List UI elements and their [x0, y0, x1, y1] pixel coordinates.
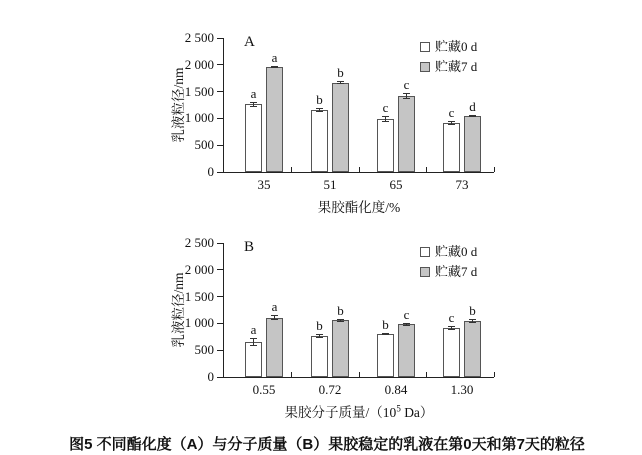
error-bar	[250, 338, 257, 346]
y-axis-tick	[217, 350, 223, 351]
significance-letter: c	[403, 307, 410, 323]
bar-day7	[398, 96, 415, 172]
y-tick-label: 2 500	[184, 235, 214, 250]
error-bar	[382, 333, 389, 335]
y-tick-label: 1 000	[184, 110, 214, 126]
y-tick-label: 0	[207, 164, 214, 179]
legend-item-day0	[420, 246, 477, 258]
significance-letter: b	[316, 92, 323, 108]
x-tick-label: 0.72	[318, 382, 342, 397]
y-axis-tick	[217, 118, 223, 119]
significance-letter: a	[250, 85, 257, 101]
y-axis-tick	[217, 269, 223, 270]
legend-label-day0: 贮藏0 d	[435, 39, 478, 54]
bar-day0	[245, 104, 262, 172]
panel-label-a: A	[244, 34, 256, 50]
bar-day7	[464, 321, 481, 377]
legend-label-day7: 贮藏7 d	[435, 59, 478, 74]
white-square-icon	[420, 247, 430, 257]
significance-letter: d	[469, 98, 476, 114]
error-bar	[469, 319, 476, 323]
bar-day0	[245, 342, 262, 377]
bar-day0	[311, 336, 328, 377]
y-tick-label: 2 000	[184, 261, 214, 277]
significance-letter: a	[271, 49, 278, 65]
x-axis-tick	[359, 372, 360, 377]
x-axis-tick	[291, 372, 292, 377]
y-axis-label-a: 乳液粒径/nm	[171, 67, 186, 143]
white-square-icon	[420, 42, 430, 52]
bar-day7	[464, 116, 481, 172]
error-bar	[316, 108, 323, 112]
y-tick-label: 500	[194, 342, 214, 358]
error-bar	[382, 116, 389, 122]
x-axis-label-b	[224, 401, 494, 421]
x-axis-label-a-text: 果胶酯化度/%	[317, 200, 401, 215]
significance-letter: b	[316, 318, 323, 334]
significance-letter: a	[250, 322, 257, 338]
legend-label-day0: 贮藏0 d	[435, 244, 478, 259]
bar-day0	[311, 110, 328, 172]
y-axis-tick	[217, 243, 223, 244]
x-tick-label: 0.84	[384, 382, 408, 397]
bar-day7	[266, 67, 283, 172]
bar-day0	[443, 328, 460, 377]
y-axis-tick	[217, 172, 223, 173]
x-tick-label: 65	[389, 177, 403, 192]
y-axis-tick	[217, 38, 223, 39]
x-axis-label-b-post: Da）	[400, 405, 434, 420]
error-bar	[337, 81, 344, 85]
chart-panel-b	[0, 225, 642, 430]
gray-square-icon	[420, 62, 430, 72]
y-axis-tick	[217, 64, 223, 65]
gray-square-icon	[420, 267, 430, 277]
significance-letter: b	[337, 64, 344, 80]
error-bar	[337, 319, 344, 322]
y-tick-label: 0	[207, 369, 214, 384]
bar-day7	[266, 318, 283, 377]
y-axis-tick	[217, 323, 223, 324]
error-bar	[403, 323, 410, 325]
bar-day0	[443, 123, 460, 172]
legend-item-day7	[420, 61, 477, 73]
error-bar	[271, 315, 278, 321]
significance-letter: b	[469, 303, 476, 319]
error-bar	[469, 115, 476, 118]
y-tick-label: 1 500	[184, 83, 214, 99]
significance-letter: a	[271, 298, 278, 314]
y-tick-label: 500	[194, 137, 214, 153]
error-bar	[316, 334, 323, 338]
x-axis-label-b-text: 果胶分子质量/（10	[284, 405, 397, 420]
significance-letter: c	[403, 77, 410, 93]
bar-day0	[377, 334, 394, 377]
y-axis-tick	[217, 296, 223, 297]
legend-label-day7: 贮藏7 d	[435, 264, 478, 279]
x-axis-tick	[494, 372, 495, 377]
x-axis-label-a	[224, 196, 494, 216]
legend-item-day0	[420, 41, 477, 53]
panel-label-b: B	[244, 239, 256, 255]
significance-letter: c	[448, 105, 455, 121]
y-axis-label-b: 乳液粒径/nm	[171, 272, 186, 348]
y-tick-label: 1 000	[184, 315, 214, 331]
x-axis-tick	[426, 372, 427, 377]
x-axis-tick	[426, 167, 427, 172]
significance-letter: c	[448, 309, 455, 325]
y-tick-label: 2 000	[184, 56, 214, 72]
legend-item-day7	[420, 266, 477, 278]
significance-letter: c	[382, 99, 389, 115]
x-axis-tick	[291, 167, 292, 172]
plot-area-b	[171, 235, 494, 420]
x-axis-label-b-sup: 5	[396, 403, 401, 414]
bar-day7	[398, 324, 415, 377]
error-bar	[403, 93, 410, 99]
y-axis-tick	[217, 377, 223, 378]
y-axis-tick	[217, 145, 223, 146]
legend-b	[420, 246, 477, 278]
x-tick-label: 1.30	[450, 382, 474, 397]
x-tick-label: 0.55	[252, 382, 276, 397]
legend-a	[420, 41, 477, 73]
error-bar	[271, 66, 278, 69]
x-tick-label: 73	[455, 177, 469, 192]
y-tick-label: 2 500	[184, 30, 214, 45]
error-bar	[250, 102, 257, 107]
bar-day7	[332, 83, 349, 173]
x-tick-label: 51	[323, 177, 337, 192]
y-axis-tick	[217, 91, 223, 92]
error-bar	[448, 326, 455, 330]
y-tick-label: 1 500	[184, 288, 214, 304]
error-bar	[448, 121, 455, 125]
bar-day0	[377, 119, 394, 172]
significance-letter: b	[337, 303, 344, 319]
bar-day7	[332, 320, 349, 377]
chart-panel-a	[0, 20, 642, 225]
x-axis-tick	[494, 167, 495, 172]
plot-area-a	[171, 30, 494, 215]
figure-caption: 图5 不同酯化度（A）与分子质量（B）果胶稳定的乳液在第0天和第7天的粒径	[69, 436, 585, 453]
x-tick-label: 35	[257, 177, 271, 192]
significance-letter: b	[382, 317, 389, 333]
x-axis-tick	[359, 167, 360, 172]
